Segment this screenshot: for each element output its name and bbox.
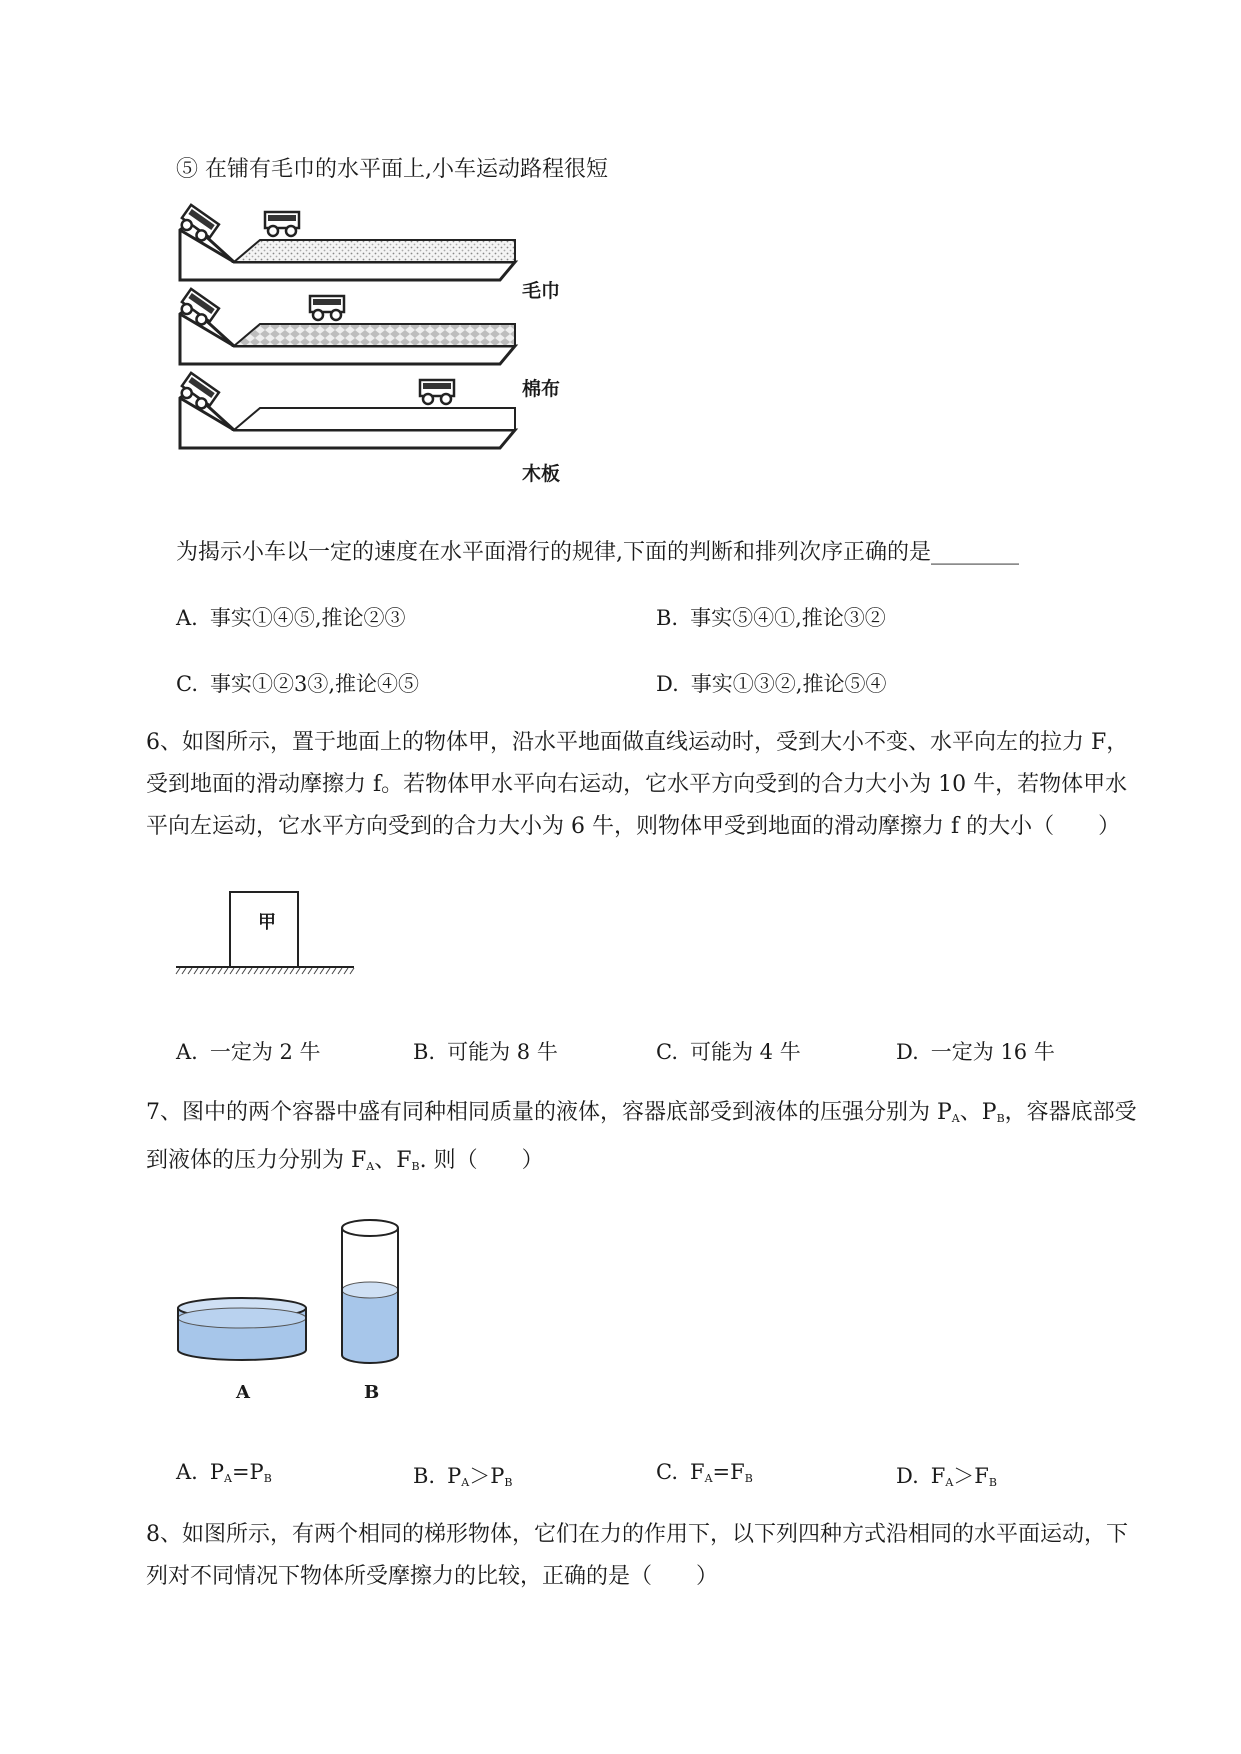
subscript: B	[988, 1476, 997, 1489]
option-text: 可能为 4 牛	[690, 1040, 801, 1064]
option-text: ＞	[953, 1464, 975, 1488]
option-text: P	[209, 1460, 224, 1484]
option-text: 事实①②3③,推论④⑤	[210, 672, 420, 696]
container-a-label: A	[236, 1382, 250, 1403]
option-letter: C.	[656, 1040, 678, 1064]
subscript: B	[263, 1472, 272, 1485]
subscript: A	[945, 1476, 954, 1489]
option-letter: B.	[413, 1464, 436, 1488]
subscript: A	[223, 1472, 232, 1485]
subscript: A	[951, 1112, 960, 1125]
q5-option-b[interactable]	[656, 602, 886, 632]
q5-option-d[interactable]	[656, 668, 886, 698]
option-text: P	[447, 1464, 462, 1488]
container-b-label: B	[364, 1382, 380, 1403]
option-text: F	[690, 1460, 705, 1484]
q7-option-b[interactable]	[413, 1460, 512, 1490]
option-text: 一定为 16 牛	[930, 1040, 1055, 1064]
subscript: B	[744, 1472, 753, 1485]
option-letter: A.	[176, 606, 198, 630]
option-letter: B.	[413, 1040, 436, 1064]
q5-option-c[interactable]	[176, 668, 419, 698]
q7-option-d[interactable]	[896, 1460, 997, 1490]
ramp-towel	[177, 205, 515, 280]
option-text: F	[930, 1464, 946, 1488]
stem-text: 7、图中的两个容器中盛有同种相同质量的液体，容器底部受到液体的压强分别为 P	[146, 1100, 952, 1125]
option-text: ＞	[469, 1464, 491, 1488]
stem-text: . 则（ ）	[419, 1148, 544, 1173]
option-letter: D.	[896, 1464, 919, 1488]
option-text: 事实⑤④①,推论③②	[690, 606, 886, 630]
option-text: =	[231, 1460, 250, 1484]
option-text: 事实①③②,推论⑤④	[690, 672, 887, 696]
stem-text: 、F	[374, 1148, 412, 1173]
option-text: =	[712, 1460, 731, 1484]
q6-option-a[interactable]	[176, 1036, 321, 1066]
question-7-stem	[146, 1092, 1146, 1188]
option-text: 事实①④⑤,推论②③	[209, 606, 406, 630]
subscript: A	[366, 1160, 375, 1173]
stem-text: ，容器底部受到液体的压力分别为 F	[146, 1100, 1137, 1173]
ramp-experiment-figure	[170, 222, 570, 502]
option-text: 可能为 8 牛	[447, 1040, 558, 1064]
ramp-cotton	[177, 289, 515, 364]
container-a	[178, 1298, 306, 1360]
q7-option-c[interactable]	[656, 1460, 753, 1485]
option-letter: A.	[176, 1040, 198, 1064]
statement-5: ⑤ 在铺有毛巾的水平面上,小车运动路程很短	[176, 157, 608, 182]
subscript: B	[411, 1160, 420, 1173]
q7-option-a[interactable]	[176, 1460, 272, 1485]
label-towel: 毛巾	[522, 280, 561, 302]
option-text: P	[249, 1460, 264, 1484]
containers-figure	[176, 1218, 416, 1368]
option-letter: B.	[656, 606, 679, 630]
q6-option-b[interactable]	[413, 1036, 558, 1066]
block-on-ground-figure	[176, 890, 356, 985]
label-cotton: 棉布	[522, 378, 561, 400]
question-6-stem: 6、如图所示，置于地面上的物体甲，沿水平地面做直线运动时，受到大小不变、水平向左的拉力 F，受到地面的滑动摩擦力 f。若物体甲水平向右运动，它水平方向受到的合力大小为 10 牛，若物体甲水平向左运动，它水平方向受到的合力大小为 6 牛，则物体甲受到地面的滑动摩擦力 f 的大小（ ）	[146, 730, 1129, 839]
option-text: F	[730, 1460, 745, 1484]
option-text: P	[490, 1464, 505, 1488]
option-text: 一定为 2 牛	[209, 1040, 321, 1064]
question-8-stem: 8、如图所示，有两个相同的梯形物体，它们在力的作用下，以下列四种方式沿相同的水平面运动，下列对不同情况下物体所受摩擦力的比较，正确的是（ ）	[146, 1522, 1129, 1589]
q6-option-d[interactable]	[896, 1036, 1055, 1066]
q6-option-c[interactable]	[656, 1036, 801, 1066]
label-wood: 木板	[522, 463, 561, 485]
subscript: A	[704, 1472, 713, 1485]
option-letter: D.	[896, 1040, 919, 1064]
subscript: B	[996, 1112, 1005, 1125]
subscript: B	[504, 1476, 513, 1489]
container-b	[342, 1220, 398, 1363]
subscript: A	[461, 1476, 470, 1489]
option-text: F	[974, 1464, 989, 1488]
question-5-prompt: 为揭示小车以一定的速度在水平面滑行的规律,下面的判断和排列次序正确的是________	[176, 540, 1019, 565]
option-letter: A.	[176, 1460, 198, 1484]
block-label: 甲	[258, 912, 276, 933]
q5-option-a[interactable]	[176, 602, 406, 632]
option-letter: C.	[656, 1460, 678, 1484]
option-letter: C.	[176, 672, 198, 696]
stem-text: 、P	[959, 1100, 997, 1125]
ramp-wood	[177, 373, 515, 448]
option-letter: D.	[656, 672, 679, 696]
